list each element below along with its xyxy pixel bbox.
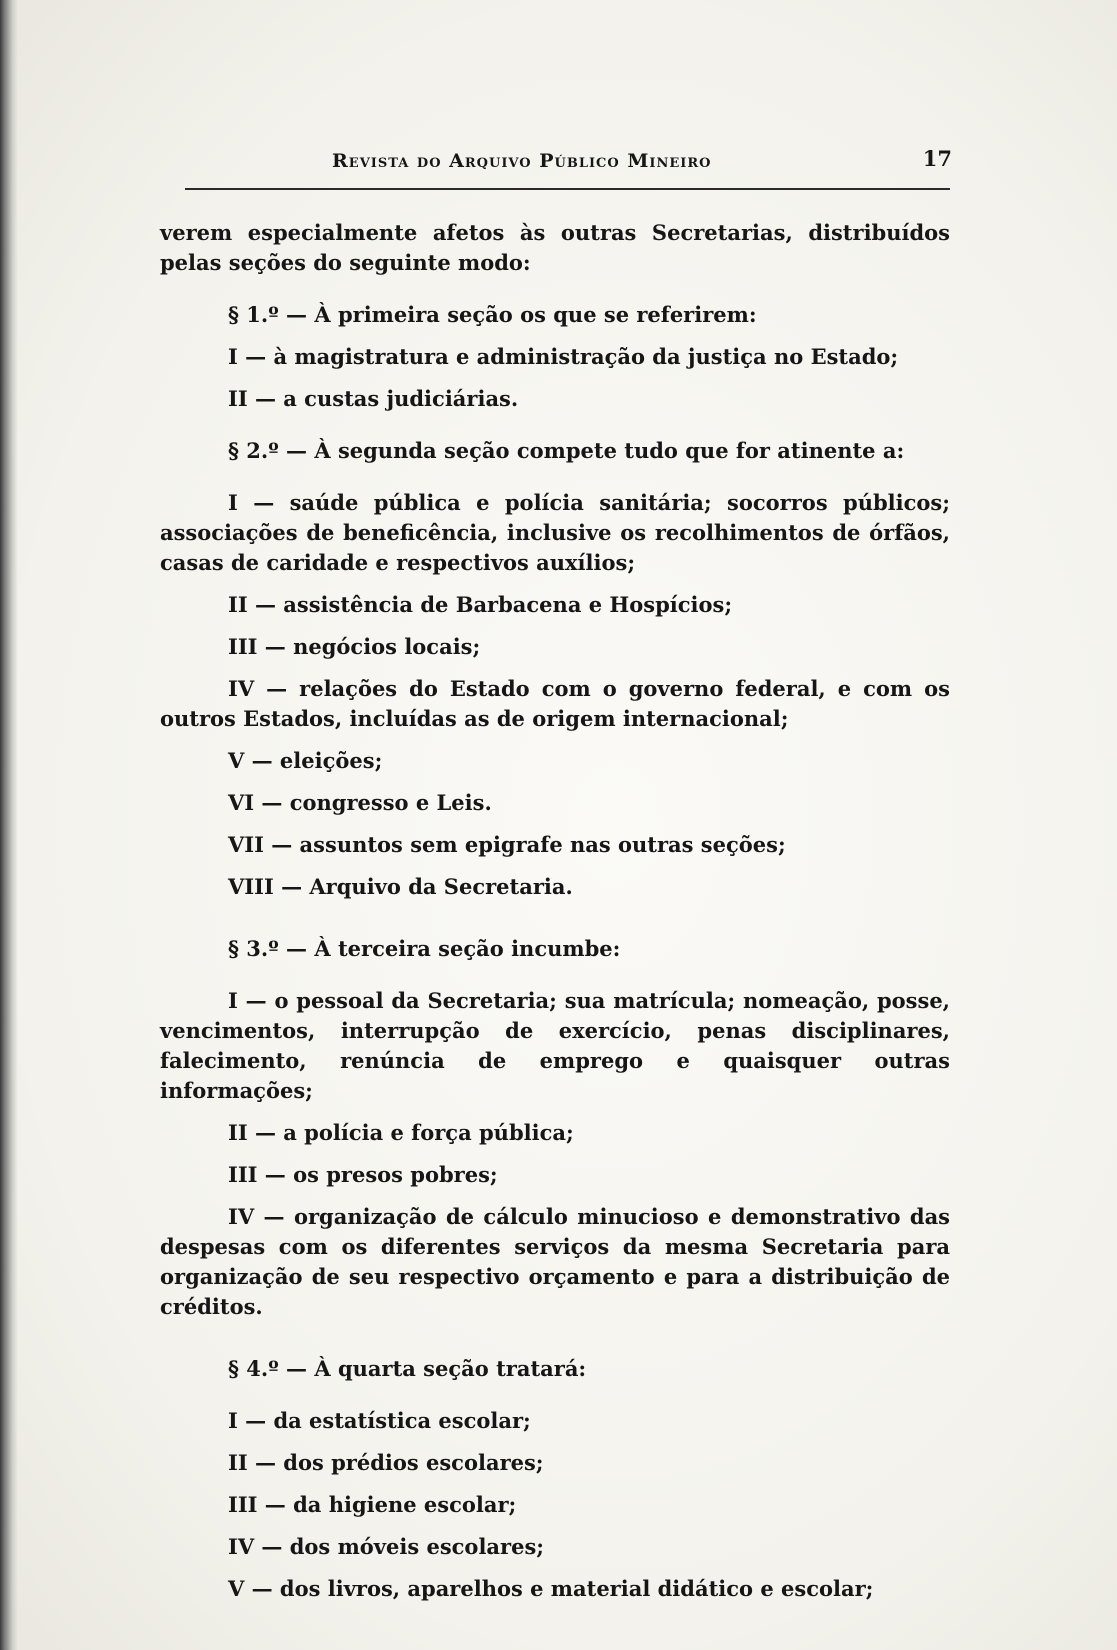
journal-title: Revista do Arquivo Público Mineiro (332, 150, 712, 172)
list-item: II — a custas judiciárias. (228, 386, 519, 411)
list-item: V — dos livros, aparelhos e material didático e escolar; (228, 1576, 874, 1601)
list-item: II — dos prédios escolares; (228, 1450, 544, 1475)
list-item: I — da estatística escolar; (228, 1408, 531, 1433)
list-item: III — os presos pobres; (228, 1162, 498, 1187)
list-item: II — a polícia e força pública; (228, 1120, 574, 1145)
list-item: VII — assuntos sem epigrafe nas outras seções; (228, 832, 786, 857)
list-item: I — saúde pública e polícia sanitária; socorros públicos; associações de beneficência, inclusive os recolhimentos de órfãos, casas de caridade e respectivos auxílios; (160, 490, 950, 575)
list-item: VI — congresso e Leis. (228, 790, 492, 815)
list-item: I — à magistratura e administração da justiça no Estado; (228, 344, 899, 369)
list-item: V — eleições; (228, 748, 383, 773)
list-item: IV — relações do Estado com o governo federal, e com os outros Estados, incluídas as de origem internacional; (160, 676, 950, 731)
running-header (332, 146, 952, 186)
section-heading-2: § 2.º — À segunda seção compete tudo que for atinente a: (228, 438, 905, 463)
list-item: IV — organização de cálculo minucioso e demonstrativo das despesas com os diferentes serviços da mesma Secretaria para organização de seu respectivo orçamento e para a distribuição de créditos. (160, 1204, 950, 1319)
list-item: IV — dos móveis escolares; (228, 1534, 545, 1559)
binding-edge-shadow (0, 0, 18, 1650)
list-item: III — da higiene escolar; (228, 1492, 517, 1517)
list-item: III — negócios locais; (228, 634, 481, 659)
paragraph-continuation: verem especialmente afetos às outras Secretarias, distribuídos pelas seções do seguinte modo: (160, 220, 950, 275)
page-number: 17 (922, 146, 952, 171)
section-heading-3: § 3.º — À terceira seção incumbe: (228, 936, 621, 961)
list-item: VIII — Arquivo da Secretaria. (228, 874, 573, 899)
section-heading-4: § 4.º — À quarta seção tratará: (228, 1356, 587, 1381)
section-heading-1: § 1.º — À primeira seção os que se referirem: (228, 302, 757, 327)
header-rule (185, 188, 950, 190)
list-item: I — o pessoal da Secretaria; sua matrícula; nomeação, posse, vencimentos, interrupção de exercício, penas disciplinares, falecimento, renúncia de emprego e quaisquer outras informações; (160, 988, 950, 1103)
list-item: II — assistência de Barbacena e Hospícios; (228, 592, 733, 617)
article-body (160, 218, 950, 1604)
